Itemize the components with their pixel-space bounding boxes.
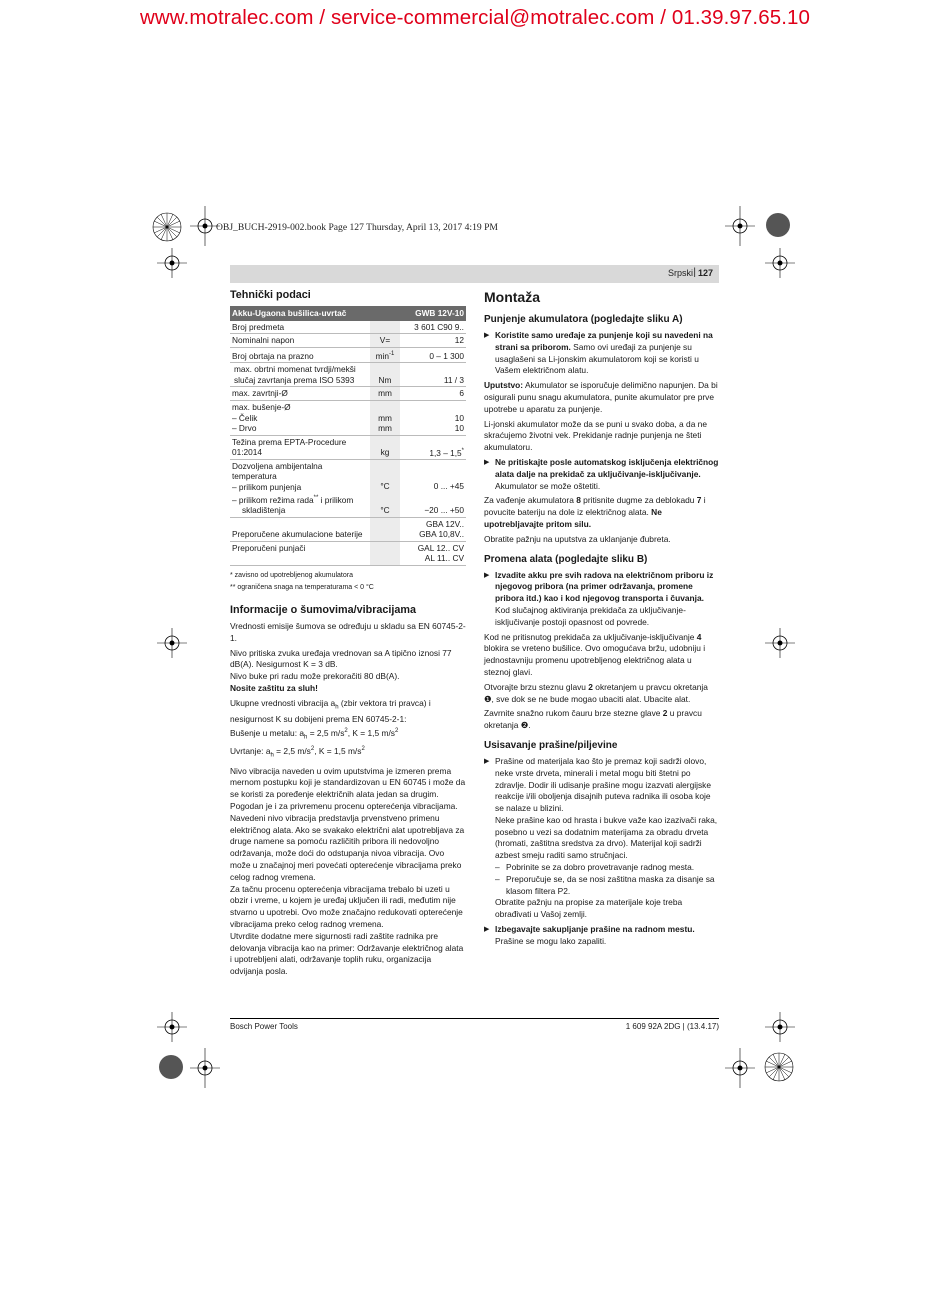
crosshair-mark-icon bbox=[157, 1012, 187, 1042]
row-label: Težina prema EPTA-Procedure 01:2014 bbox=[230, 435, 370, 459]
table-row bbox=[230, 387, 466, 401]
row-unit bbox=[370, 321, 400, 334]
row-label bbox=[230, 400, 370, 435]
bold-text: 4 bbox=[696, 631, 702, 642]
sub-text: – prilikom režima rada bbox=[232, 494, 314, 505]
row-sub-label: – Drvo bbox=[232, 423, 257, 434]
paragraph bbox=[230, 698, 466, 763]
crosshair-mark-icon bbox=[725, 206, 755, 246]
value-text: GBA 10,8V.. bbox=[419, 529, 464, 540]
value-text: −20 ... +50 bbox=[424, 505, 464, 516]
grey-disc-mark-icon bbox=[765, 212, 791, 238]
row-label: Nominalni napon bbox=[230, 334, 370, 348]
value-text: GAL 12.. CV bbox=[417, 542, 464, 553]
text: Kod ne pritisnutog prekidača za uključivanje-isključivanje bbox=[484, 631, 697, 642]
text: = 2,5 m/s bbox=[307, 727, 345, 738]
footer-rule bbox=[230, 1018, 719, 1019]
paragraph bbox=[484, 380, 719, 415]
text: Otvorajte brzu steznu glavu bbox=[484, 681, 589, 692]
unit-text: min bbox=[375, 350, 390, 361]
spec-table bbox=[230, 306, 466, 566]
value-text: AL 11.. CV bbox=[424, 553, 464, 564]
unit-text: mm bbox=[378, 423, 392, 434]
row-value: 6 bbox=[400, 387, 466, 401]
row-label: Preporučeni punjači bbox=[230, 541, 370, 565]
row-label-main: max. bušenje-Ø bbox=[232, 401, 291, 412]
book-info-line: OBJ_BUCH-2919-002.book Page 127 Thursday, April 13, 2017 4:19 PM bbox=[216, 222, 498, 233]
row-sub-label: – prilikom punjenja bbox=[232, 482, 302, 493]
bold-text: 8 bbox=[576, 495, 581, 506]
paragraph: Za tačnu procenu opterećenja vibracijama trebalo bi uzeti u obzir i vreme, u kojem je uređaj uključen ili radi, međutim nije stvarno u upotrebi. Ovo može značajno redukovati opterećenje vibracijama preko celog radnog vremena. bbox=[230, 883, 463, 929]
spec-header-model: GWB 12V-10 bbox=[400, 306, 466, 321]
footnote: * zavisno od upotrebljenog akumulatora bbox=[230, 572, 353, 579]
value-sup: * bbox=[461, 447, 464, 454]
text: Prašine se mogu lako zapaliti. bbox=[495, 935, 607, 946]
left-column bbox=[230, 288, 466, 978]
crosshair-mark-icon bbox=[157, 628, 187, 658]
text: , K = 1,5 m/s bbox=[314, 746, 362, 757]
sub-text: h bbox=[304, 734, 308, 741]
row-value bbox=[400, 400, 466, 435]
bold-text: Ne upotrebljavajte pritom silu. bbox=[484, 507, 662, 529]
text: (zbir vektora tri pravca) i nesigurnost K su dobijeni prema EN 60745-2-1: bbox=[230, 697, 431, 725]
dash-item: – Pobrinite se za dobro provetravanje radnog mesta. bbox=[484, 862, 719, 874]
table-row bbox=[230, 541, 466, 565]
table-footnotes bbox=[230, 570, 466, 593]
value-text: 10 bbox=[454, 412, 464, 423]
text: Samo ovi uređaji za punjenje su usaglašeni sa Li-jonskim akumulatorom koji se koristi u Vašem električnom alatu. bbox=[495, 341, 699, 376]
unit-text: °C bbox=[380, 505, 390, 516]
spec-header-label: Akku-Ugaona bušilica-uvrtač bbox=[230, 306, 400, 321]
bullet-item bbox=[484, 924, 719, 948]
bold-text: 7 bbox=[696, 495, 702, 506]
paragraph: Li-jonski akumulator može da se puni u svako doba, a da ne skraćujemo životni vek. Prekidanje radnje punjenja ne šteti akumulatoru. bbox=[484, 418, 708, 453]
right-column bbox=[484, 288, 719, 951]
spec-table-header bbox=[230, 306, 466, 321]
subsection-title: Usisavanje prašine/piljevine bbox=[484, 739, 618, 751]
bold-text: Ne pritiskajte posle automatskog isključenja električnog alata dalje na prekidač za uključivanje-isključivanje. bbox=[495, 456, 719, 479]
row-sub-label: – Čelik bbox=[232, 412, 258, 423]
bold-text: 2 bbox=[588, 681, 593, 692]
row-value bbox=[400, 459, 466, 517]
text: Ukupne vrednosti vibracija a bbox=[230, 697, 336, 708]
table-row bbox=[230, 517, 466, 541]
row-unit: mm bbox=[370, 387, 400, 401]
page-number: 127 bbox=[697, 268, 713, 278]
paragraph: Navedeni nivo vibracija predstavlja prvenstveno primenu električnog alata. Ako se svakako električni alat upotrebljava za druge namene sa pomoću različitih pribora ili nedovoljno održavanja, može doći do odstupanja nivoa vibracija. Ovo može u značajnoj meri povećati opterećenje vibracijama preko celog radnog vremena. bbox=[230, 812, 465, 882]
unit-sup: -1 bbox=[389, 350, 395, 357]
row-value: 0 – 1 300 bbox=[400, 347, 466, 362]
text: okretanjem u pravcu okretanja ❶, sve dok se ne bude mogao ubaciti alat. Ubacite alat. bbox=[484, 681, 708, 704]
paragraph bbox=[484, 632, 719, 679]
text: , K = 1,5 m/s bbox=[347, 727, 395, 738]
crosshair-mark-icon bbox=[765, 628, 795, 658]
row-value bbox=[400, 541, 466, 565]
paragraph bbox=[484, 708, 719, 732]
sub-text: h bbox=[335, 704, 339, 711]
table-row bbox=[230, 400, 466, 435]
row-value: 3 601 C90 9.. bbox=[400, 321, 466, 334]
bold-text: 2 bbox=[662, 708, 668, 719]
text: Akumulator se može oštetiti. bbox=[495, 480, 601, 491]
footnote: ** ograničena snaga na temperaturama < 0 °C bbox=[230, 584, 374, 591]
row-label: Broj predmeta bbox=[230, 321, 370, 334]
text: u pravcu okretanja ❷. bbox=[484, 708, 702, 731]
sup-text: 2 bbox=[394, 728, 399, 735]
page-header-bar bbox=[230, 265, 719, 283]
paragraph: Neke prašine kao od hrasta i bukve važe kao izazivači raka, posebno u vezi sa dodatnim materijama za obradu drveta (hromati, zaštitna sredstva za drvo). Materijal koji sadrži azbest smeju raditi samo stručnjaci. bbox=[495, 814, 718, 861]
value-text: GBA 12V.. bbox=[426, 518, 464, 529]
row-value bbox=[400, 435, 466, 459]
crosshair-mark-icon bbox=[157, 248, 187, 278]
contact-banner: www.motralec.com / service-commercial@motralec.com / 01.39.97.65.10 bbox=[139, 6, 811, 29]
text: Za vađenje akumulatora bbox=[484, 495, 577, 506]
text: i povucite bateriju na dole iz električnog alata. bbox=[484, 495, 706, 518]
bold-text: Koristite samo uređaje za punjenje koji su navedeni na strani sa priborom. bbox=[495, 330, 713, 352]
warning-text: Nosite zaštitu za sluh! bbox=[230, 682, 318, 693]
row-value: 11 / 3 bbox=[400, 363, 466, 387]
crosshair-mark-icon bbox=[765, 248, 795, 278]
row-unit bbox=[370, 517, 400, 541]
crosshair-mark-icon bbox=[190, 206, 220, 246]
row-unit: Nm bbox=[370, 363, 400, 387]
text: = 2,5 m/s bbox=[273, 746, 311, 757]
bullet-item: ▶ Prašine od materijala kao što je premaz koji sadrži olovo, neke vrste drveta, minerali i metal mogu biti štetni po zdravlje. Dodir ili udisanje prašine mogu izazvati alergijske reakcije i/ili oboljenja disajnih puteva radnika ili osoba koje se nalaze u blizini. bbox=[484, 756, 719, 815]
footer-doc-code: 1 609 92A 2DG | (13.4.17) bbox=[625, 1022, 719, 1031]
row-value bbox=[400, 517, 466, 541]
table-row bbox=[230, 435, 466, 459]
text: Bušenje u metalu: a bbox=[230, 727, 305, 738]
paragraph bbox=[230, 648, 466, 695]
bullet-item bbox=[484, 570, 719, 629]
sub-text: h bbox=[270, 752, 274, 759]
header-separator: | bbox=[693, 267, 696, 278]
bold-text: Izvadite akku pre svih radova na električnom priboru iz njegovog pribora (na primer održavanja, promene pribora itd.) kao i kod njegovog transporta i čuvanja. bbox=[495, 569, 714, 604]
row-unit bbox=[370, 400, 400, 435]
subsection-title: Punjenje akumulatora (pogledajte sliku A) bbox=[484, 314, 683, 325]
grey-disc-mark-icon bbox=[158, 1054, 184, 1080]
language-label: Srpski bbox=[667, 268, 693, 278]
row-label: Broj obrtaja na prazno bbox=[230, 347, 370, 362]
text: blokira se vreteno bušilice. Ovo omogućava bržu, udobniju i jednostavniju promenu upotrebljenog električnog alata u steznoj glavi. bbox=[484, 643, 706, 677]
row-unit bbox=[370, 347, 400, 362]
table-row bbox=[230, 459, 466, 517]
crosshair-mark-icon bbox=[190, 1048, 220, 1088]
paragraph: Obratite pažnju na propise za materijale koje treba obrađivati u Vašoj zemlji. bbox=[495, 897, 683, 920]
text: pritisnite dugme za deblokadu bbox=[580, 495, 697, 506]
row-label bbox=[230, 459, 370, 517]
value-text: 1,3 – 1,5 bbox=[429, 447, 462, 458]
value-text: 0 ... +45 bbox=[433, 481, 464, 492]
registration-mark-icon bbox=[764, 1052, 794, 1082]
row-unit: kg bbox=[370, 435, 400, 459]
sup-text: 2 bbox=[361, 746, 365, 753]
table-row bbox=[230, 321, 466, 334]
paragraph bbox=[484, 495, 719, 530]
value-text: 10 bbox=[454, 423, 464, 434]
paragraph: Vrednosti emisije šumova se određuju u skladu sa EN 60745-2-1. bbox=[230, 621, 466, 643]
paragraph bbox=[484, 682, 719, 706]
paragraph: Nivo vibracija naveden u ovim uputstvima je izmeren prema mernom postupku koji je standardizovan u EN 60745 i može da se koristi za poređenje električnih alata jedan sa drugim. Pogodan je i za privremenu procenu opterećenja vibracijama. bbox=[230, 765, 466, 811]
noise-title: Informacije o šumovima/vibracijama bbox=[230, 604, 417, 616]
bold-text: ▶ Izbegavajte sakupljanje prašine na radnom mestu. bbox=[495, 924, 695, 935]
row-unit: V= bbox=[370, 334, 400, 348]
paragraph: Utvrdite dodatne mere sigurnosti radi zaštite radnika pre delovanja vibracija kao na primer: Održavanje električnog alata i upotrebljeni alati, održavanje toplih ruku, organizacija odvijanja posla. bbox=[230, 930, 464, 977]
text: Kod slučajnog aktiviranja prekidača za uključivanje-isključivanje postoji opasnost od povrede. bbox=[495, 604, 686, 627]
bullet-item bbox=[484, 330, 719, 377]
unit-text: °C bbox=[380, 481, 390, 492]
bold-text: Uputstvo: bbox=[484, 380, 524, 391]
sub-text: i prilikom skladištenja bbox=[242, 494, 354, 516]
registration-mark-icon bbox=[152, 212, 182, 242]
row-label: max. zavrtnji-Ø bbox=[230, 387, 370, 401]
tech-data-title: Tehnički podaci bbox=[230, 289, 311, 301]
row-value: 12 bbox=[400, 334, 466, 348]
table-row bbox=[230, 363, 466, 387]
sup-text: 2 bbox=[344, 728, 348, 735]
footer-brand: Bosch Power Tools bbox=[230, 1022, 298, 1031]
text: Nivo pritiska zvuka uređaja vrednovan sa A tipično iznosi 77 dB(A). Nesigurnost K = 3 dB. bbox=[230, 647, 452, 670]
sub-sup: ** bbox=[313, 494, 319, 501]
table-row bbox=[230, 347, 466, 362]
unit-text: mm bbox=[378, 412, 392, 423]
row-sub-label bbox=[232, 493, 368, 516]
row-label: Preporučene akumulacione baterije bbox=[230, 517, 370, 541]
crosshair-mark-icon bbox=[765, 1012, 795, 1042]
subsection-title: Promena alata (pogledajte sliku B) bbox=[484, 553, 648, 565]
text: Zavrnite snažno rukom čauru brze stezne glave bbox=[484, 708, 663, 719]
section-title: Montaža bbox=[484, 289, 540, 305]
text: Akumulator se isporučuje delimično napunjen. Da bi osigurali punu snagu akumulatora, punite akumulator pre prve upotrebe u aparatu za punjenje. bbox=[484, 380, 718, 414]
crosshair-mark-icon bbox=[725, 1048, 755, 1088]
dash-item: – Preporučuje se, da se nosi zaštitna maska za disanje sa klasom filtera P2. bbox=[484, 874, 719, 898]
table-row bbox=[230, 334, 466, 348]
row-unit bbox=[370, 459, 400, 517]
row-unit bbox=[370, 541, 400, 565]
sup-text: 2 bbox=[310, 746, 315, 753]
row-label-main: Dozvoljena ambijentalna temperatura bbox=[232, 460, 323, 482]
bullet-item bbox=[484, 457, 719, 492]
row-label: max. obrtni momenat tvrdji/mekši slučaj zavrtanja prema ISO 5393 bbox=[230, 363, 370, 387]
text: Uvrtanje: a bbox=[230, 746, 271, 757]
paragraph: Obratite pažnju na uputstva za uklanjanje đubreta. bbox=[484, 533, 671, 544]
text: Nivo buke pri radu može prekoračiti 80 dB(A). bbox=[230, 671, 400, 682]
